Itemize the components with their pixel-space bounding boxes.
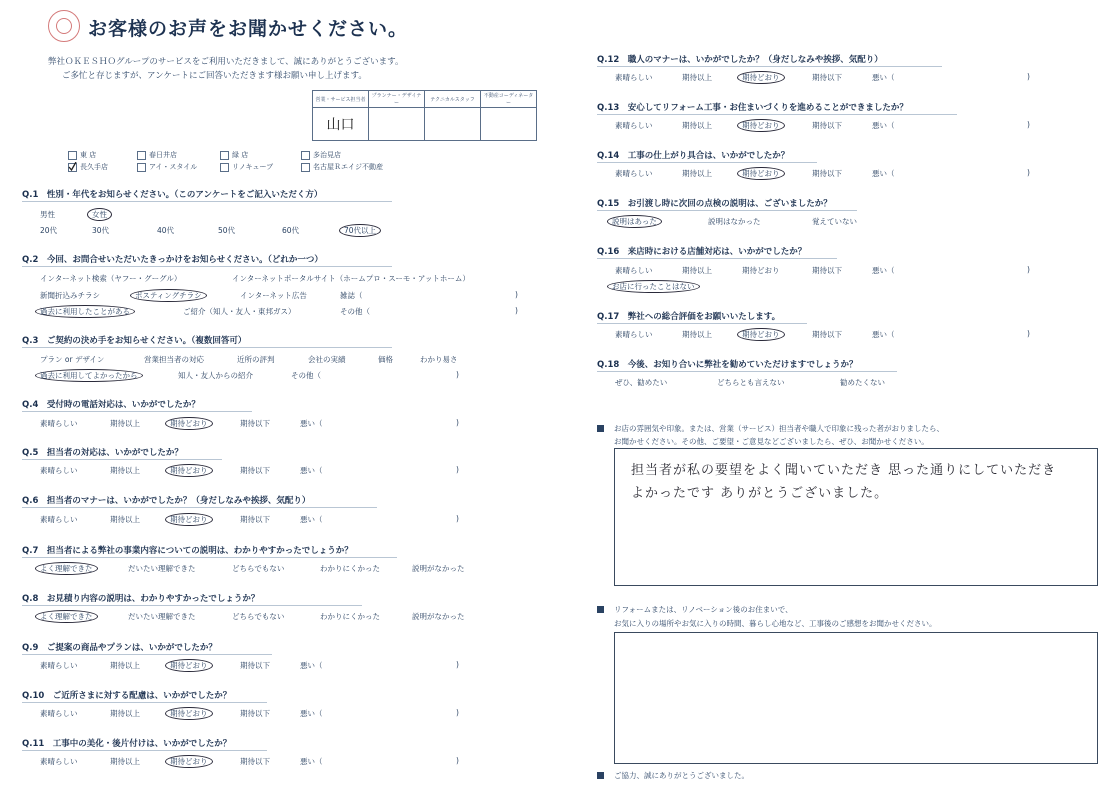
q10-option[interactable]: 素晴らしい (40, 709, 78, 718)
divider (597, 66, 942, 67)
q11-option[interactable]: 期待以下 (240, 757, 270, 766)
q2-option[interactable]: インターネットポータルサイト（ホームプロ・スーモ・アットホーム） (232, 274, 470, 283)
q3-option[interactable]: 近所の評判 (237, 355, 275, 364)
q11-option[interactable]: 期待以上 (110, 757, 140, 766)
divider (22, 557, 397, 558)
q16-option[interactable]: 期待以上 (682, 266, 712, 275)
q8-option[interactable]: 説明がなかった (412, 612, 465, 621)
q7-title: Q.7 担当者による弊社の事業内容についての説明は、わかりやすかったでしょうか？ (22, 546, 353, 556)
q8-option[interactable]: だいたい理解できた (128, 612, 196, 621)
q1-gender-option-selected[interactable]: 女性 (87, 208, 112, 221)
q9-option[interactable]: 期待以上 (110, 661, 140, 670)
intro-line-2: ご多忙と存じますが、アンケートにご回答いただきます様お願い申し上げます。 (62, 71, 367, 81)
q3-option-selected[interactable]: 過去に利用してよかったから (35, 369, 143, 382)
q2-option-selected[interactable]: 過去に利用したことがある (35, 305, 135, 318)
q11-option[interactable]: 悪い（ (300, 757, 323, 766)
divider (22, 507, 377, 508)
close-paren: ) (515, 290, 518, 299)
q17-option[interactable]: 素晴らしい (615, 330, 653, 339)
q2-option[interactable]: 新聞折込みチラシ (40, 291, 100, 300)
close-paren: ) (456, 756, 459, 765)
q5-option[interactable]: 素晴らしい (40, 466, 78, 475)
comment1-prompt-line-2: お聞かせください。その他、ご要望・ご意見などございましたら、ぜひ、お聞かせください。 (614, 437, 929, 446)
close-paren: ) (1027, 265, 1030, 274)
checkbox[interactable] (68, 151, 77, 160)
q6-option[interactable]: 素晴らしい (40, 515, 78, 524)
q18-option[interactable]: 勧めたくない (840, 378, 885, 387)
q14-option[interactable]: 期待以下 (812, 169, 842, 178)
q4-option[interactable]: 期待以下 (240, 419, 270, 428)
divider (597, 114, 957, 115)
divider (597, 371, 897, 372)
q17-option-selected[interactable]: 期待どおり (737, 328, 785, 341)
q1-age-option[interactable]: 40代 (157, 226, 175, 235)
q17-option[interactable]: 悪い（ (872, 330, 895, 339)
close-paren: ) (1027, 168, 1030, 177)
divider (597, 323, 807, 324)
q14-option[interactable]: 素晴らしい (615, 169, 653, 178)
q8-option-selected[interactable]: よく理解できた (35, 610, 98, 623)
staff-planner-name[interactable] (369, 108, 425, 141)
q15-title: Q.15 お引渡し時に次回の点検の説明は、ございましたか？ (597, 199, 832, 209)
comment2-textarea[interactable] (614, 632, 1098, 764)
q9-option-selected[interactable]: 期待どおり (165, 659, 213, 672)
company-seal-logo (48, 10, 80, 42)
q7-option[interactable]: 説明がなかった (412, 564, 465, 573)
store-option[interactable]: アイ・スタイル (137, 162, 197, 172)
q10-option[interactable]: 期待以下 (240, 709, 270, 718)
close-paren: ) (456, 465, 459, 474)
staff-header-realestate: 不動産コーディネーター (481, 91, 537, 108)
divider (597, 162, 817, 163)
q18-option[interactable]: ぜひ、勧めたい (615, 378, 668, 387)
comment1-handwriting-line-1: 担当者が私の要望をよく聞いていただき 思った通りにしていただき (631, 463, 1057, 478)
staff-header-technical: テクニカルスタッフ (425, 91, 481, 108)
q13-option[interactable]: 素晴らしい (615, 121, 653, 130)
q13-option[interactable]: 期待以下 (812, 121, 842, 130)
q9-option[interactable]: 素晴らしい (40, 661, 78, 670)
store-option[interactable]: 春日井店 (137, 150, 177, 160)
q3-option[interactable]: プラン or デザイン (40, 355, 105, 364)
q10-title: Q.10 ご近所さまに対する配慮は、いかがでしたか？ (22, 691, 232, 701)
checkbox[interactable] (137, 163, 146, 172)
q3-option[interactable]: 会社の実績 (308, 355, 346, 364)
comment1-prompt-line-1: お店の雰囲気や印象。または、営業（サービス）担当者や職人で印象に残った者がおりましたら、 (614, 424, 944, 433)
q7-option-selected[interactable]: よく理解できた (35, 562, 98, 575)
checkbox[interactable] (301, 151, 310, 160)
q15-option[interactable]: 説明はなかった (708, 217, 761, 226)
close-paren: ) (456, 418, 459, 427)
q18-option[interactable]: どちらとも言えない (717, 378, 785, 387)
q5-option[interactable]: 期待以上 (110, 466, 140, 475)
divider (597, 210, 857, 211)
square-bullet-icon (597, 772, 604, 779)
divider (22, 605, 362, 606)
staff-sales-name[interactable]: 山口 (313, 108, 369, 141)
q3-option[interactable]: 知人・友人からの紹介 (178, 371, 253, 380)
q5-option[interactable]: 期待以下 (240, 466, 270, 475)
q12-option[interactable]: 悪い（ (872, 73, 895, 82)
q2-option-other[interactable]: 雑誌（ (340, 291, 363, 300)
q2-option[interactable]: インターネット広告 (240, 291, 307, 300)
page-title: お客様のお声をお聞かせください。 (88, 18, 409, 40)
q3-option[interactable]: わかり易さ (420, 355, 458, 364)
q3-option-other[interactable]: その他（ (291, 371, 321, 380)
q13-title: Q.13 安心してリフォーム工事・お住まいづくりを進めることができましたか？ (597, 103, 908, 113)
checkmark-icon[interactable] (68, 163, 77, 172)
divider (22, 411, 252, 412)
q11-option-selected[interactable]: 期待どおり (165, 755, 213, 768)
q5-title: Q.5 担当者の対応は、いかがでしたか？ (22, 448, 183, 458)
q2-title: Q.2 今回、お問合せいただいたきっかけをお知らせください。（どれか一つ） (22, 255, 323, 265)
divider (22, 654, 272, 655)
q11-option[interactable]: 素晴らしい (40, 757, 78, 766)
staff-technical-name[interactable] (425, 108, 481, 141)
close-paren: ) (1027, 120, 1030, 129)
close-paren: ) (456, 514, 459, 523)
q16-option[interactable]: 期待どおり (742, 266, 780, 275)
staff-realestate-name[interactable] (481, 108, 537, 141)
square-bullet-icon (597, 606, 604, 613)
divider (22, 201, 392, 202)
store-option-checked[interactable]: 長久手店 (68, 162, 108, 172)
q13-option[interactable]: 期待以上 (682, 121, 712, 130)
divider (597, 258, 837, 259)
divider (22, 459, 222, 460)
staff-header-sales: 営業・サービス担当者 (313, 91, 369, 108)
staff-table (312, 90, 537, 141)
q9-title: Q.9 ご提案の商品やプランは、いかがでしたか？ (22, 643, 217, 653)
q2-option-selected[interactable]: ポスティングチラシ (130, 289, 207, 302)
close-paren: ) (515, 306, 518, 315)
q3-option[interactable]: 営業担当者の対応 (144, 355, 204, 364)
q1-title: Q.1 性別・年代をお知らせください。（このアンケートをご記入いただく方） (22, 190, 323, 200)
q10-option-selected[interactable]: 期待どおり (165, 707, 213, 720)
q6-option[interactable]: 悪い（ (300, 515, 323, 524)
q3-title: Q.3 ご契約の決め手をお知らせください。（複数回答可） (22, 336, 247, 346)
close-paren: ) (456, 708, 459, 717)
q6-option[interactable]: 期待以上 (110, 515, 140, 524)
q13-option[interactable]: 悪い（ (872, 121, 895, 130)
q2-option[interactable]: ご紹介（知人・友人・東邦ガス） (183, 307, 296, 316)
q12-option-selected[interactable]: 期待どおり (737, 71, 785, 84)
close-paren: ) (1027, 329, 1030, 338)
q6-option-selected[interactable]: 期待どおり (165, 513, 213, 526)
close-paren: ) (456, 660, 459, 669)
q6-title: Q.6 担当者のマナーは、いかがでしたか？（身だしなみや挨拶、気配り） (22, 496, 311, 506)
q7-option[interactable]: だいたい理解できた (128, 564, 196, 573)
checkbox[interactable] (220, 163, 229, 172)
intro-line-1: 弊社ＯＫＥＳＨＯグループのサービスをご利用いただきまして、誠にありがとうございます。 (48, 57, 404, 67)
q12-option[interactable]: 素晴らしい (615, 73, 653, 82)
q13-option-selected[interactable]: 期待どおり (737, 119, 785, 132)
q4-option-selected[interactable]: 期待どおり (165, 417, 213, 430)
q10-option[interactable]: 期待以上 (110, 709, 140, 718)
checkbox[interactable] (137, 151, 146, 160)
q14-option[interactable]: 期待以上 (682, 169, 712, 178)
close-paren: ) (456, 370, 459, 379)
comment2-prompt-line-1: リフォームまたは、リノベーション後のお住まいで、 (614, 605, 793, 614)
q1-age-option[interactable]: 60代 (282, 226, 300, 235)
q1-age-option[interactable]: 30代 (92, 226, 110, 235)
checkbox[interactable] (301, 163, 310, 172)
comment2-prompt-line-2: お気に入りの場所やお気に入りの時間、暮らし心地など、工事後のご感想をお聞かせください。 (614, 619, 937, 628)
q17-title: Q.17 弊社への総合評価をお願いいたします。 (597, 312, 781, 322)
q6-option[interactable]: 期待以下 (240, 515, 270, 524)
q8-title: Q.8 お見積り内容の説明は、わかりやすかったでしょうか？ (22, 594, 260, 604)
q3-option[interactable]: 価格 (378, 355, 393, 364)
q14-option[interactable]: 悪い（ (872, 169, 895, 178)
q9-option[interactable]: 期待以下 (240, 661, 270, 670)
q11-title: Q.11 工事中の美化・後片付けは、いかがでしたか？ (22, 739, 232, 749)
checkbox[interactable] (220, 151, 229, 160)
q7-option[interactable]: わかりにくかった (320, 564, 380, 573)
divider (22, 750, 267, 751)
q12-option[interactable]: 期待以上 (682, 73, 712, 82)
q10-option[interactable]: 悪い（ (300, 709, 323, 718)
store-option[interactable]: リノキューブ (220, 162, 273, 172)
q8-option[interactable]: どちらでもない (232, 612, 285, 621)
comment1-textarea[interactable] (614, 448, 1098, 586)
q17-option[interactable]: 期待以上 (682, 330, 712, 339)
divider (22, 266, 392, 267)
store-option[interactable]: 東 店 (68, 150, 96, 160)
q16-option[interactable]: 悪い（ (872, 266, 895, 275)
q1-age-option[interactable]: 20代 (40, 226, 58, 235)
staff-header-planner: プランナー・デザイナー (369, 91, 425, 108)
q9-option[interactable]: 悪い（ (300, 661, 323, 670)
q14-option-selected[interactable]: 期待どおり (737, 167, 785, 180)
q16-title: Q.16 来店時における店舗対応は、いかがでしたか？ (597, 247, 807, 257)
divider (22, 347, 392, 348)
q18-title: Q.18 今後、お知り合いに弊社を勧めていただけますでしょうか？ (597, 360, 858, 370)
q12-title: Q.12 職人のマナーは、いかがでしたか？（身だしなみや挨拶、気配り） (597, 55, 883, 65)
q16-option[interactable]: 期待以下 (812, 266, 842, 275)
footer-thanks: ご協力、誠にありがとうございました。 (614, 771, 749, 780)
q1-age-option[interactable]: 50代 (218, 226, 236, 235)
q4-option[interactable]: 素晴らしい (40, 419, 78, 428)
store-option[interactable]: 緑 店 (220, 150, 248, 160)
q16-option[interactable]: 素晴らしい (615, 266, 653, 275)
q2-option[interactable]: インターネット検索（ヤフー・グーグル） (40, 274, 182, 283)
store-option[interactable]: 名古屋Ｒエイジ不動産 (301, 162, 383, 172)
q4-title: Q.4 受付時の電話対応は、いかがでしたか？ (22, 400, 200, 410)
q12-option[interactable]: 期待以下 (812, 73, 842, 82)
comment1-handwriting-line-2: よかったです ありがとうございました。 (631, 486, 889, 501)
q5-option-selected[interactable]: 期待どおり (165, 464, 213, 477)
q15-option-selected[interactable]: 説明はあった (607, 215, 662, 228)
q16-option-selected[interactable]: お店に行ったことはない (607, 280, 700, 293)
q14-title: Q.14 工事の仕上がり具合は、いかがでしたか？ (597, 151, 790, 161)
store-option[interactable]: 多治見店 (301, 150, 341, 160)
square-bullet-icon (597, 425, 604, 432)
q17-option[interactable]: 期待以下 (812, 330, 842, 339)
q5-option[interactable]: 悪い（ (300, 466, 323, 475)
q1-age-option-selected[interactable]: 70代以上 (339, 224, 381, 237)
q1-gender-option[interactable]: 男性 (40, 210, 55, 219)
q4-option[interactable]: 期待以上 (110, 419, 140, 428)
q2-option-other[interactable]: その他（ (340, 307, 370, 316)
close-paren: ) (1027, 72, 1030, 81)
divider (22, 702, 267, 703)
q15-option[interactable]: 覚えていない (812, 217, 857, 226)
q4-option[interactable]: 悪い（ (300, 419, 323, 428)
q7-option[interactable]: どちらでもない (232, 564, 285, 573)
q8-option[interactable]: わかりにくかった (320, 612, 380, 621)
